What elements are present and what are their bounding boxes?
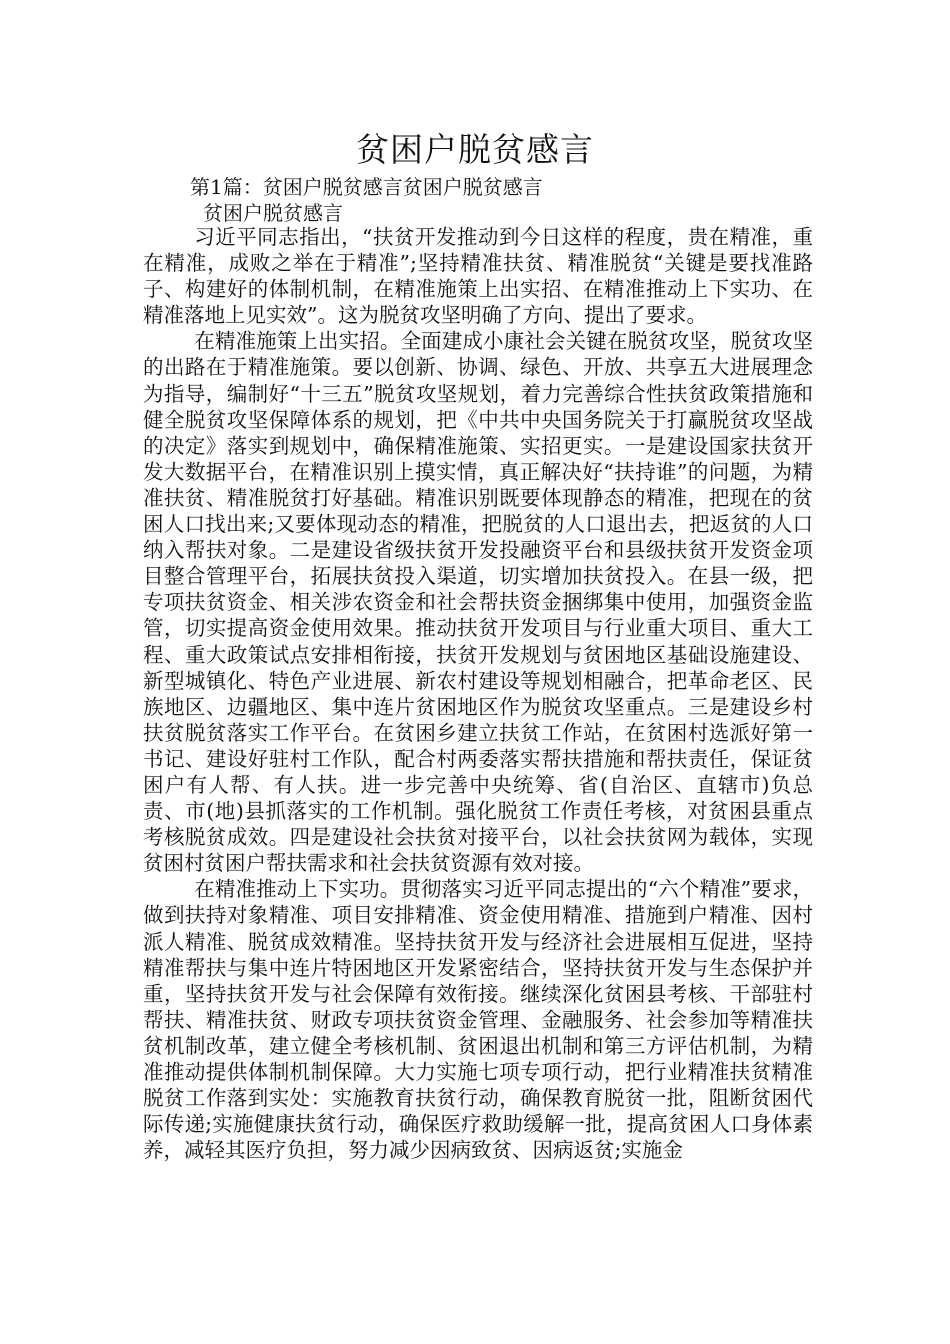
document-title: 贫困户脱贫感言: [356, 130, 594, 169]
paragraph-2: 在精准施策上出实招。全面建成小康社会关键在脱贫攻坚，脱贫攻坚的出路在于精准施策。要以创新、协调、绿色、开放、共享五大进展理念为指导，编制好“十三五”脱贫攻坚规划，着力完善综合性扶贫政策措施和健全脱贫攻坚保障体系的规划，把《中共中央国务院关于打赢脱贫攻坚战的决定》落实到规划中，确保精准施策、实招更实。一是建设国家扶贫开发大数据平台，在精准识别上摸实情，真正解决好“扶持谁”的问题，为精准扶贫、精准脱贫打好基础。精准识别既要体现静态的精准，把现在的贫困人口找出来;又要体现动态的精准，把脱贫的人口退出去，把返贫的人口纳入帮扶对象。二是建设省级扶贫开发投融资平台和县级扶贫开发资金项目整合管理平台，拓展扶贫投入渠道，切实增加扶贫投入。在县一级，把专项扶贫资金、相关涉农资金和社会帮扶资金捆绑集中使用，加强资金监管，切实提高资金使用效果。推动扶贫开发项目与行业重大项目、重大工程、重大政策试点安排相衔接，扶贫开发规划与贫困地区基础设施建设、新型城镇化、特色产业进展、新农村建设等规划相融合，把革命老区、民族地区、边疆地区、集中连片贫困地区作为脱贫攻坚重点。三是建设乡村扶贫脱贫落实工作平台。在贫困乡建立扶贫工作站，在贫困村选派好第一书记、建设好驻村工作队，配合村两委落实帮扶措施和帮扶责任，保证贫困户有人帮、有人扶。进一步完善中央统筹、省(自治区、直辖市)负总责、市(地)县抓落实的工作机制。强化脱贫工作责任考核，对贫困县重点考核脱贫成效。四是建设社会扶贫对接平台，以社会扶贫网为载体，实现贫困村贫困户帮扶需求和社会扶贫资源有效对接。: [143, 329, 813, 876]
paragraph-1: 习近平同志指出，“扶贫开发推动到今日这样的程度，贵在精准，重在精准，成败之举在于精准”;坚持精准扶贫、精准脱贫“关键是要找准路子、构建好的体制机制，在精准施策上出实招、在精准推动上下实功、在精准落地上见实效”。这为脱贫攻坚明确了方向、提出了要求。: [143, 225, 813, 328]
paragraph-3: 在精准推动上下实功。贯彻落实习近平同志提出的“六个精准”要求，做到扶持对象精准、项目安排精准、资金使用精准、措施到户精准、因村派人精准、脱贫成效精准。坚持扶贫开发与经济社会进展相互促进，坚持精准帮扶与集中连片特困地区开发紧密结合，坚持扶贫开发与生态保护并重，坚持扶贫开发与社会保障有效衔接。继续深化贫困县考核、干部驻村帮扶、精准扶贫、财政专项扶贫资金管理、金融服务、社会参加等精准扶贫机制改革，建立健全考核机制、贫困退出机制和第三方评估机制，为精准推动提供体制机制保障。大力实施七项专项行动，把行业精准扶贫精准脱贫工作落到实处：实施教育扶贫行动，确保教育脱贫一批，阻断贫困代际传递;实施健康扶贫行动，确保医疗救助缓解一批，提高贫困人口身体素养，减轻其医疗负担，努力减少因病致贫、因病返贫;实施金: [143, 877, 813, 1163]
document-body: [143, 224, 813, 1163]
document-subheading: 第1篇：贫困户脱贫感言贫困户脱贫感言: [190, 175, 543, 199]
document-subheading-2: 贫困户脱贫感言: [203, 201, 343, 225]
